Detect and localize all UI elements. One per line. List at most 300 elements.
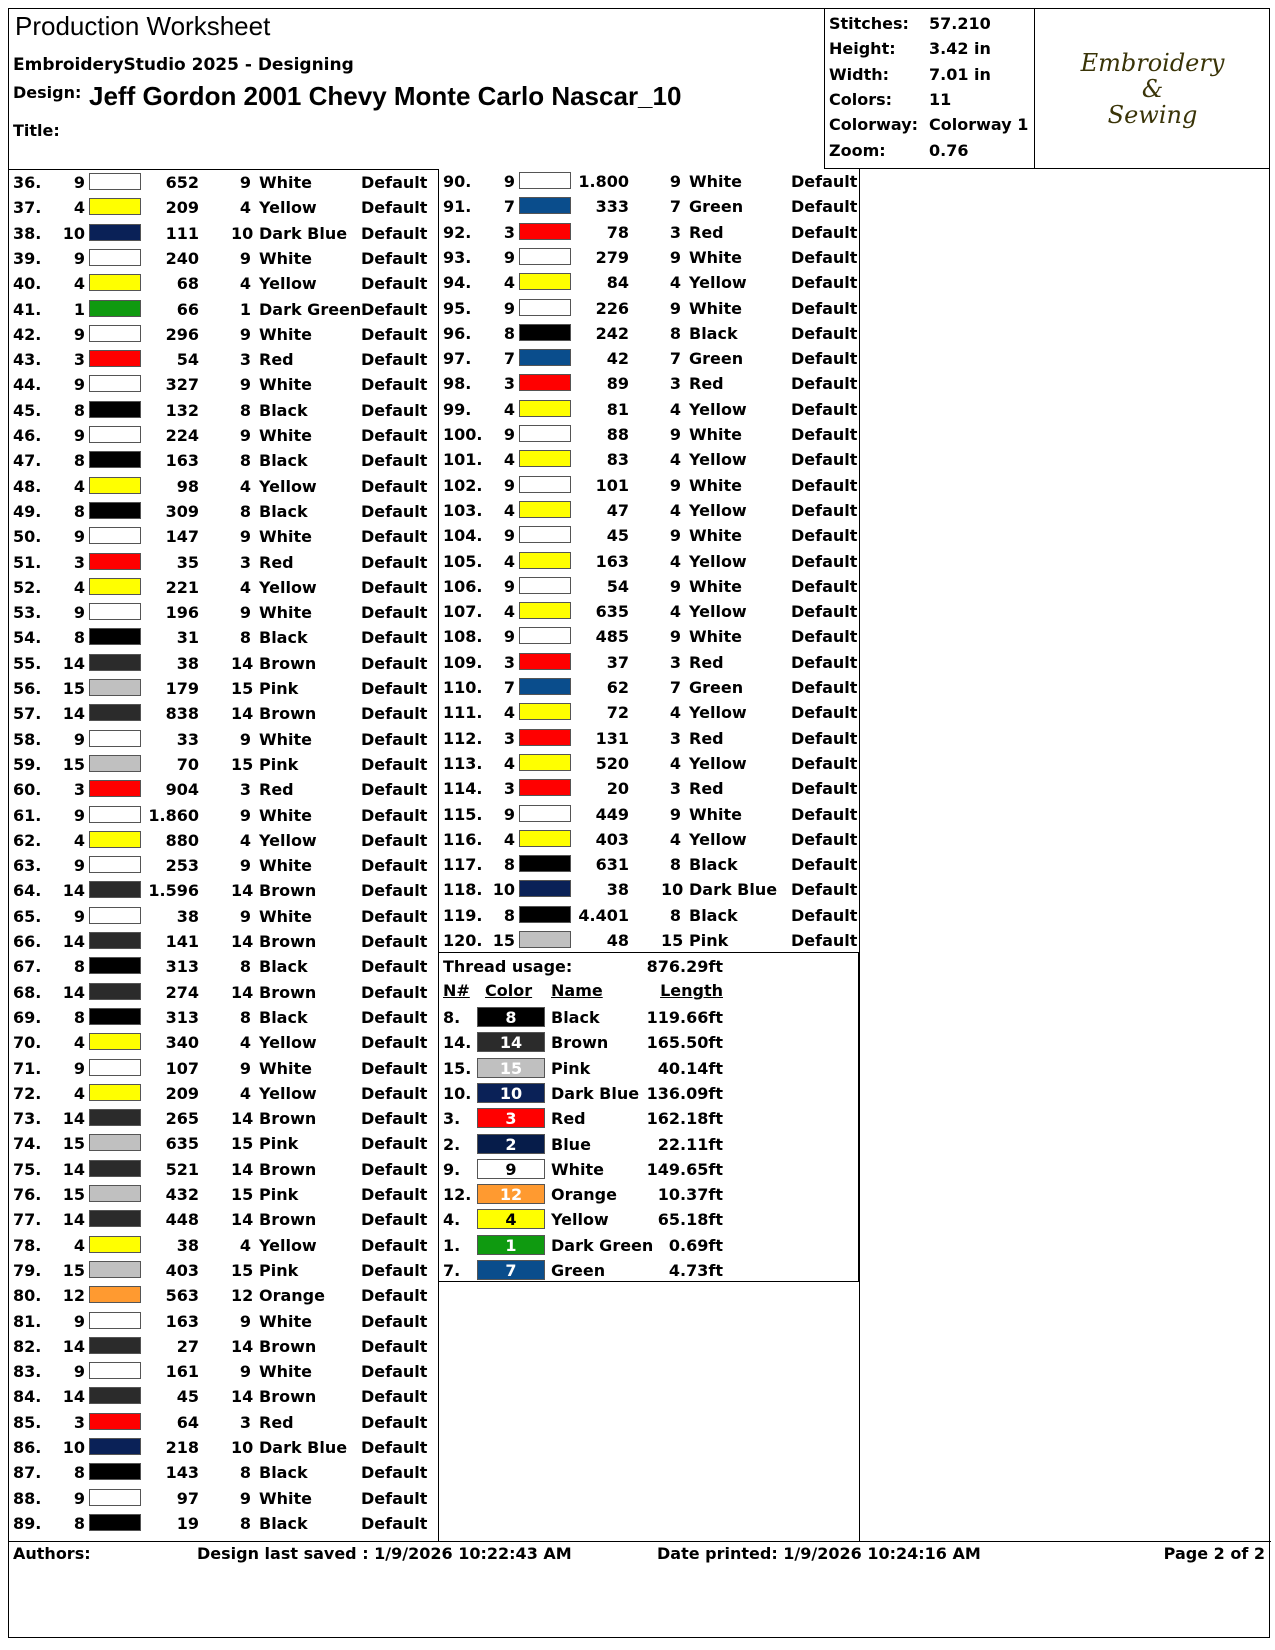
stat-value: 0.76	[929, 140, 969, 160]
stitch-count: 1.800	[578, 172, 629, 191]
authors-label: Authors:	[13, 1544, 91, 1563]
stop-row	[439, 827, 859, 852]
stop-mode: Default	[361, 451, 428, 471]
stop-mode: Default	[361, 1134, 428, 1154]
color-swatch	[519, 172, 571, 189]
stop-mode: Default	[791, 728, 858, 748]
stop-mode: Default	[361, 1438, 428, 1457]
stop-number: 68.	[13, 982, 42, 1002]
usage-number: 2.	[443, 1134, 461, 1154]
usage-number: 1.	[443, 1235, 461, 1255]
logo	[1034, 9, 1270, 169]
stop-color-code: 3	[73, 552, 85, 572]
stop-number: 91.	[443, 197, 472, 217]
stop-row	[9, 1106, 429, 1131]
stop-color-code: 12	[62, 1286, 85, 1306]
thread-name: Yellow	[259, 198, 317, 218]
stop-color-code: 9	[73, 426, 85, 445]
thread-name: Brown	[259, 1387, 317, 1407]
stop-color-code: 9	[73, 1058, 85, 1078]
stop-color-code: 9	[73, 375, 85, 395]
stitch-count: 88	[606, 425, 629, 444]
thread-name: Brown	[259, 1210, 317, 1230]
stop-color-code: 9	[503, 804, 515, 824]
stitch-count: 54	[176, 350, 199, 370]
stop-mode: Default	[361, 527, 428, 547]
thread-code: 3	[669, 652, 681, 672]
stop-number: 103.	[443, 500, 483, 520]
stop-mode: Default	[791, 526, 858, 546]
thread-code: 7	[669, 678, 681, 697]
stitch-count: 163	[165, 1311, 199, 1331]
stitch-count: 340	[165, 1033, 199, 1053]
stop-color-code: 14	[62, 932, 85, 951]
color-swatch	[519, 476, 571, 493]
thread-name: Red	[259, 780, 294, 800]
thread-code: 4	[669, 399, 681, 419]
thread-usage-row	[439, 1233, 859, 1258]
usage-length: 10.37ft	[657, 1185, 723, 1205]
color-swatch	[89, 1160, 141, 1177]
thread-code: 9	[239, 1311, 251, 1331]
stop-mode: Default	[361, 1513, 428, 1533]
stitch-count: 838	[165, 704, 199, 724]
stop-mode: Default	[361, 375, 428, 395]
thread-name: Yellow	[259, 1235, 317, 1255]
thread-code: 3	[239, 1412, 251, 1432]
stop-color-code: 15	[492, 931, 515, 950]
stop-mode: Default	[361, 729, 428, 749]
stop-mode: Default	[361, 932, 428, 951]
color-swatch	[519, 552, 571, 569]
thread-code: 9	[239, 805, 251, 825]
stop-color-code: 9	[73, 906, 85, 926]
stitch-count: 242	[595, 323, 629, 343]
thread-code: 9	[239, 729, 251, 749]
thread-name: Yellow	[259, 830, 317, 850]
thread-code: 9	[239, 1058, 251, 1078]
stop-mode: Default	[791, 703, 858, 723]
thread-name: Yellow	[259, 1033, 317, 1053]
logo-line-1: Embroidery	[1080, 48, 1225, 77]
thread-code: 15	[231, 679, 254, 698]
usage-color-badge: 10	[477, 1083, 545, 1103]
thread-code: 3	[669, 222, 681, 242]
color-swatch	[89, 957, 141, 974]
stop-number: 59.	[13, 754, 42, 774]
thread-name: Brown	[259, 1109, 317, 1129]
stitch-count: 20	[606, 779, 629, 799]
thread-code: 8	[239, 400, 251, 420]
stop-number: 95.	[443, 298, 472, 318]
stop-row	[9, 828, 429, 853]
stop-number: 94.	[443, 273, 472, 293]
stop-color-code: 9	[73, 729, 85, 749]
stop-color-code: 4	[503, 602, 515, 622]
last-saved: Design last saved : 1/9/2026 10:22:43 AM	[197, 1544, 572, 1563]
stop-mode: Default	[361, 248, 428, 268]
stop-number: 70.	[13, 1033, 42, 1053]
usage-number: 7.	[443, 1261, 461, 1280]
stop-color-code: 4	[73, 1083, 85, 1103]
stop-color-code: 7	[503, 349, 515, 369]
stop-number: 102.	[443, 475, 483, 495]
thread-name: White	[259, 805, 313, 825]
usage-color-badge: 8	[477, 1007, 545, 1027]
stop-number: 96.	[443, 323, 472, 343]
color-swatch	[519, 349, 571, 366]
stop-row	[439, 371, 859, 396]
thread-name: White	[259, 729, 313, 749]
stop-number: 56.	[13, 679, 42, 698]
stitch-count: 296	[165, 324, 199, 344]
stop-color-code: 4	[503, 450, 515, 470]
stitch-count: 64	[176, 1412, 199, 1432]
thread-code: 14	[231, 653, 254, 673]
stop-row	[439, 700, 859, 725]
software-name: EmbroideryStudio 2025 - Designing	[13, 55, 354, 75]
stat-label: Colorway:	[829, 115, 919, 135]
stat-row	[829, 36, 1029, 61]
stop-mode: Default	[791, 753, 858, 773]
stitch-count: 163	[165, 451, 199, 471]
stop-number: 79.	[13, 1260, 42, 1280]
thread-code: 10	[661, 880, 684, 900]
thread-code: 1	[239, 299, 251, 319]
stop-mode: Default	[791, 779, 858, 799]
stop-number: 100.	[443, 425, 483, 444]
stop-row	[9, 701, 429, 726]
stop-mode: Default	[361, 1058, 428, 1078]
stop-mode: Default	[361, 1007, 428, 1027]
stop-mode: Default	[361, 856, 428, 876]
stop-row	[9, 954, 429, 979]
thread-code: 3	[669, 374, 681, 394]
color-swatch	[519, 906, 571, 923]
thread-name: Yellow	[689, 551, 747, 571]
stop-color-code: 4	[73, 577, 85, 597]
color-swatch	[519, 197, 571, 214]
thread-name: Black	[259, 957, 308, 977]
stop-mode: Default	[361, 704, 428, 724]
thread-name: Pink	[259, 1185, 299, 1204]
stop-mode: Default	[361, 223, 428, 243]
thread-code: 10	[231, 1438, 254, 1457]
stop-mode: Default	[361, 476, 428, 496]
stop-number: 65.	[13, 906, 42, 926]
color-swatch	[89, 1185, 141, 1202]
stop-color-code: 4	[73, 274, 85, 294]
stop-row	[9, 474, 429, 499]
color-swatch	[519, 450, 571, 467]
stitch-count: 327	[165, 375, 199, 395]
color-swatch	[89, 1084, 141, 1101]
stop-color-code: 3	[503, 222, 515, 242]
stop-mode: Default	[791, 652, 858, 672]
stop-number: 83.	[13, 1362, 42, 1382]
stop-color-code: 9	[73, 1311, 85, 1331]
thread-code: 9	[239, 173, 251, 192]
usage-color-badge: 4	[477, 1209, 545, 1229]
color-swatch	[89, 1489, 141, 1506]
stitch-count: 38	[176, 653, 199, 673]
thread-name: Brown	[259, 881, 317, 901]
stop-number: 52.	[13, 577, 42, 597]
stop-mode: Default	[791, 880, 858, 900]
stop-mode: Default	[361, 173, 428, 192]
thread-name: Black	[259, 501, 308, 521]
stop-mode: Default	[791, 172, 858, 191]
stitch-count: 78	[606, 222, 629, 242]
usage-number: 3.	[443, 1109, 461, 1129]
color-swatch	[519, 602, 571, 619]
stop-color-code: 4	[73, 830, 85, 850]
color-swatch	[89, 224, 141, 241]
usage-length: 119.66ft	[646, 1008, 723, 1027]
stop-color-code: 9	[503, 172, 515, 191]
stop-mode: Default	[791, 425, 858, 444]
stop-number: 113.	[443, 753, 483, 773]
stop-color-code: 14	[62, 1159, 85, 1179]
stop-row	[9, 246, 429, 271]
thread-name: White	[689, 298, 743, 318]
stop-number: 117.	[443, 855, 483, 875]
thread-name: Pink	[259, 754, 299, 774]
thread-name: White	[259, 527, 313, 547]
stop-color-code: 7	[503, 678, 515, 697]
stop-row	[9, 600, 429, 625]
thread-name: White	[689, 576, 743, 596]
thread-code: 4	[239, 830, 251, 850]
stop-number: 98.	[443, 374, 472, 394]
usage-number: 8.	[443, 1008, 461, 1027]
stop-color-code: 4	[73, 1033, 85, 1053]
usage-color-badge: 2	[477, 1134, 545, 1154]
stitch-count: 179	[165, 679, 199, 698]
stop-number: 111.	[443, 703, 483, 723]
stop-color-code: 9	[503, 576, 515, 596]
stitch-count: 880	[165, 830, 199, 850]
thread-name: White	[259, 1058, 313, 1078]
stop-row	[9, 575, 429, 600]
color-swatch	[89, 983, 141, 1000]
stop-mode: Default	[361, 1311, 428, 1331]
thread-name: Black	[259, 628, 308, 648]
color-swatch	[519, 374, 571, 391]
stop-color-code: 9	[503, 627, 515, 647]
color-swatch	[89, 1210, 141, 1227]
color-swatch	[89, 1312, 141, 1329]
thread-usage-total: 876.29ft	[646, 957, 723, 976]
stop-row	[9, 878, 429, 903]
usage-thread-name: Blue	[551, 1134, 591, 1154]
usage-thread-name: Dark Green	[551, 1235, 654, 1255]
thread-name: Red	[689, 728, 724, 748]
stop-color-code: 9	[73, 173, 85, 192]
stitch-count: 449	[595, 804, 629, 824]
stop-number: 89.	[13, 1513, 42, 1533]
thread-code: 9	[669, 526, 681, 546]
thread-name: Yellow	[689, 829, 747, 849]
stop-row	[439, 776, 859, 801]
stop-color-code: 8	[73, 451, 85, 471]
stop-color-code: 4	[73, 476, 85, 496]
thread-usage-row	[439, 1056, 859, 1081]
stop-color-code: 15	[62, 1185, 85, 1204]
thread-name: Black	[689, 323, 738, 343]
stop-number: 51.	[13, 552, 42, 572]
stop-number: 105.	[443, 551, 483, 571]
stop-number: 62.	[13, 830, 42, 850]
stop-number: 116.	[443, 829, 483, 849]
stop-number: 49.	[13, 501, 42, 521]
stitch-count: 224	[165, 426, 199, 445]
stop-color-code: 8	[73, 1513, 85, 1533]
stop-color-code: 15	[62, 1260, 85, 1280]
stitch-count: 68	[176, 274, 199, 294]
stitch-count: 81	[606, 399, 629, 419]
stop-number: 99.	[443, 399, 472, 419]
stop-row	[9, 752, 429, 777]
usage-thread-name: Dark Blue	[551, 1083, 640, 1103]
stop-number: 93.	[443, 247, 472, 267]
col-length-header: Length	[660, 981, 723, 1000]
design-stats	[824, 9, 1034, 169]
thread-name: Yellow	[689, 500, 747, 520]
stitch-count: 313	[165, 1007, 199, 1027]
stop-color-code: 3	[503, 652, 515, 672]
color-swatch	[89, 628, 141, 645]
stop-number: 104.	[443, 526, 483, 546]
stop-mode: Default	[791, 349, 858, 369]
stop-mode: Default	[791, 323, 858, 343]
usage-color-badge: 9	[477, 1159, 545, 1179]
stop-number: 60.	[13, 780, 42, 800]
stop-color-code: 15	[62, 1134, 85, 1154]
stop-number: 92.	[443, 222, 472, 242]
stop-row	[439, 270, 859, 295]
stitch-count: 54	[606, 576, 629, 596]
color-swatch	[89, 198, 141, 215]
stop-mode: Default	[361, 628, 428, 648]
stop-mode: Default	[361, 906, 428, 926]
color-swatch	[519, 425, 571, 442]
usage-thread-name: Orange	[551, 1185, 617, 1205]
thread-name: White	[259, 173, 313, 192]
stop-row	[9, 853, 429, 878]
stop-row	[9, 448, 429, 473]
thread-name: Brown	[259, 982, 317, 1002]
thread-code: 9	[239, 1362, 251, 1382]
color-swatch	[89, 1008, 141, 1025]
stitch-count: 1.596	[148, 881, 199, 901]
stop-row	[9, 651, 429, 676]
stop-number: 109.	[443, 652, 483, 672]
color-swatch	[89, 780, 141, 797]
stop-row	[9, 271, 429, 296]
thread-code: 8	[239, 1463, 251, 1483]
stop-color-code: 4	[73, 1235, 85, 1255]
page-title: Production Worksheet	[15, 11, 271, 41]
thread-code: 4	[239, 577, 251, 597]
stitch-count: 98	[176, 476, 199, 496]
thread-name: Red	[259, 552, 294, 572]
thread-code: 4	[669, 829, 681, 849]
stop-row	[439, 346, 859, 371]
stitch-count: 4.401	[578, 905, 629, 925]
thread-name: Red	[689, 374, 724, 394]
stop-mode: Default	[791, 905, 858, 925]
color-swatch	[89, 1134, 141, 1151]
stop-row	[9, 980, 429, 1005]
thread-code: 9	[669, 627, 681, 647]
stop-number: 39.	[13, 248, 42, 268]
stop-number: 58.	[13, 729, 42, 749]
color-swatch	[89, 907, 141, 924]
stop-mode: Default	[361, 1336, 428, 1356]
stop-mode: Default	[361, 350, 428, 370]
stop-row	[9, 1309, 429, 1334]
color-swatch	[89, 173, 141, 190]
color-swatch	[89, 1362, 141, 1379]
thread-name: Pink	[689, 931, 729, 950]
color-swatch	[519, 526, 571, 543]
thread-code: 3	[239, 350, 251, 370]
stop-color-code: 10	[62, 223, 85, 243]
usage-color-badge: 3	[477, 1108, 545, 1128]
stop-row	[439, 751, 859, 776]
stop-mode: Default	[361, 957, 428, 977]
thread-code: 9	[239, 324, 251, 344]
stop-mode: Default	[361, 881, 428, 901]
stitch-count: 48	[606, 931, 629, 950]
color-swatch	[89, 375, 141, 392]
stitch-count: 147	[165, 527, 199, 547]
stitch-count: 89	[606, 374, 629, 394]
stop-number: 48.	[13, 476, 42, 496]
worksheet-page	[8, 8, 1270, 1638]
stop-row	[9, 727, 429, 752]
header-info	[9, 9, 824, 169]
stitch-count: 209	[165, 198, 199, 218]
stop-number: 37.	[13, 198, 42, 218]
stop-mode: Default	[361, 780, 428, 800]
design-name: Jeff Gordon 2001 Chevy Monte Carlo Nascar_10	[89, 81, 682, 111]
stop-number: 38.	[13, 223, 42, 243]
stop-row	[439, 574, 859, 599]
stop-row	[439, 220, 859, 245]
stop-number: 63.	[13, 856, 42, 876]
stitch-count: 33	[176, 729, 199, 749]
stop-number: 120.	[443, 931, 483, 950]
stop-number: 97.	[443, 349, 472, 369]
thread-name: Brown	[259, 1159, 317, 1179]
stitch-count: 448	[165, 1210, 199, 1230]
stop-row	[439, 650, 859, 675]
stop-number: 80.	[13, 1286, 42, 1306]
stop-number: 53.	[13, 603, 42, 623]
thread-name: Yellow	[689, 450, 747, 470]
stop-number: 54.	[13, 628, 42, 648]
thread-usage-row	[439, 1132, 859, 1157]
stitch-count: 309	[165, 501, 199, 521]
stop-color-code: 4	[73, 198, 85, 218]
stop-row	[9, 221, 429, 246]
stop-color-code: 9	[73, 1362, 85, 1382]
thread-code: 14	[231, 1387, 254, 1407]
color-swatch	[519, 324, 571, 341]
stat-row	[829, 112, 1029, 137]
